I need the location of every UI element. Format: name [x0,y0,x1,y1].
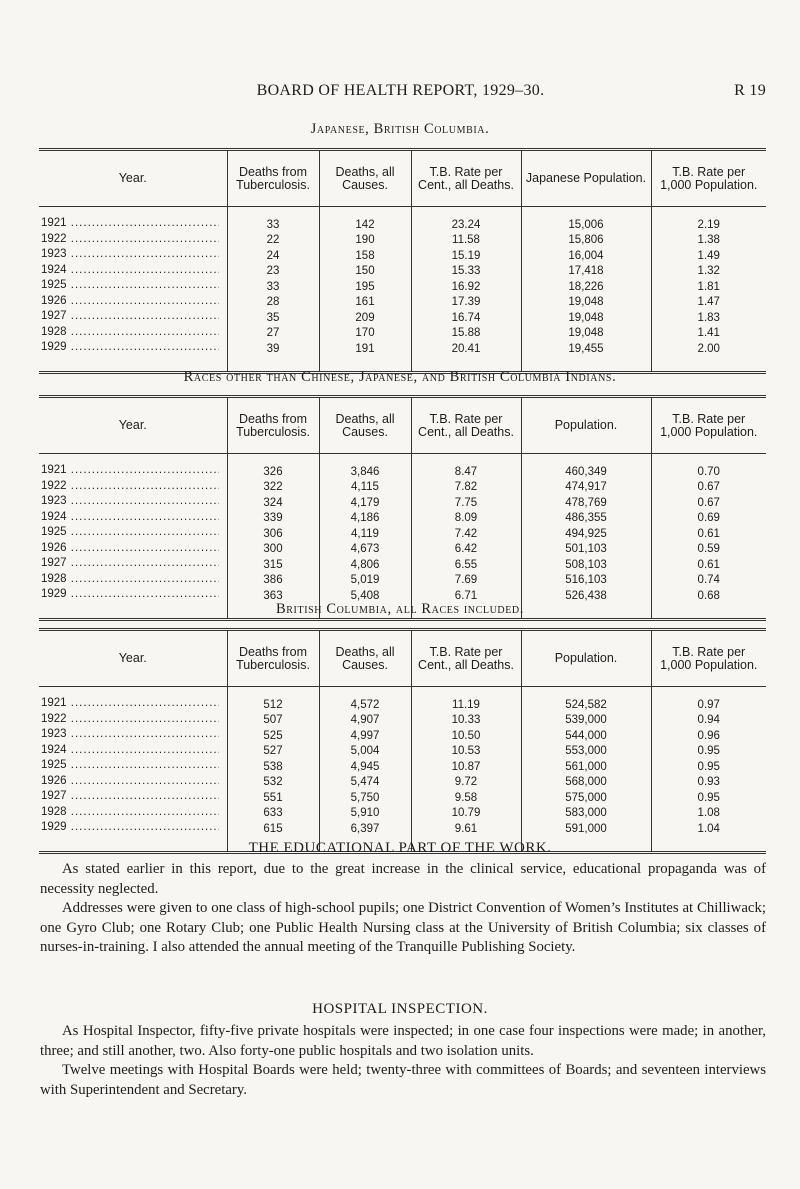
hospital-paragraph-2: Twelve meetings with Hospital Boards were held; twenty-three with committees of Boards; and seventeen interviews with Superintendent and Secretary. [40,1062,766,1098]
value-cell: 190 [319,233,411,249]
value-cell: 526,438 [521,588,651,604]
table-row [39,326,766,342]
col-deaths-tb: Deaths from Tuberculosis. [227,630,319,687]
spacer-row [39,454,766,465]
value-cell: 324 [227,495,319,511]
value-cell: 4,806 [319,557,411,573]
value-cell: 538 [227,759,319,775]
value-cell: 24 [227,248,319,264]
year-cell [39,495,227,511]
value-cell: 568,000 [521,775,651,791]
value-cell: 8.47 [411,464,521,480]
value-cell: 575,000 [521,790,651,806]
value-cell: 6,397 [319,821,411,837]
value-cell: 35 [227,310,319,326]
value-cell: 7.82 [411,480,521,496]
year-label: 1925 ..... [41,526,219,538]
value-cell: 494,925 [521,526,651,542]
value-cell: 16,004 [521,248,651,264]
value-cell: 11.19 [411,697,521,713]
value-cell: 1.81 [651,279,766,295]
col-rate-1000: T.B. Rate per 1,000 Population. [651,630,766,687]
year-cell [39,542,227,558]
value-cell: 9.58 [411,790,521,806]
year-label: 1921 ..... [41,464,219,476]
year-cell [39,248,227,264]
year-cell [39,264,227,280]
value-cell: 2.19 [651,217,766,233]
value-cell: 19,455 [521,341,651,357]
year-label: 1927 ..... [41,310,219,322]
value-cell: 501,103 [521,542,651,558]
year-cell [39,279,227,295]
year-cell [39,759,227,775]
year-cell [39,326,227,342]
other-races-table-caption: Races other than Chinese, Japanese, and British Columbia Indians. [183,369,617,385]
value-cell: 16.74 [411,310,521,326]
year-label: 1924 ..... [41,511,219,523]
value-cell: 0.59 [651,542,766,558]
col-population: Population. [521,630,651,687]
value-cell: 532 [227,775,319,791]
value-cell: 158 [319,248,411,264]
year-label: 1929 ..... [41,341,219,353]
value-cell: 1.38 [651,233,766,249]
value-cell: 527 [227,744,319,760]
value-cell: 10.87 [411,759,521,775]
col-year: Year. [118,418,147,432]
year-cell [39,573,227,589]
value-cell: 507 [227,713,319,729]
value-cell: 1.41 [651,326,766,342]
value-cell: 508,103 [521,557,651,573]
year-label: 1926 ..... [41,775,219,787]
value-cell: 583,000 [521,806,651,822]
col-year: Year. [118,651,147,665]
year-cell [39,511,227,527]
value-cell: 33 [227,279,319,295]
year-cell [39,821,227,837]
year-label: 1921 ..... [41,217,219,229]
value-cell: 0.97 [651,697,766,713]
value-cell: 23 [227,264,319,280]
value-cell: 0.94 [651,713,766,729]
year-label: 1926 ..... [41,295,219,307]
value-cell: 5,910 [319,806,411,822]
value-cell: 591,000 [521,821,651,837]
col-deaths-all: Deaths, all Causes. [319,630,411,687]
value-cell: 339 [227,511,319,527]
year-label: 1926 ..... [41,542,219,554]
value-cell: 561,000 [521,759,651,775]
report-title: BOARD OF HEALTH REPORT, 1929–30. [256,82,545,99]
col-population: Population. [521,397,651,454]
value-cell: 4,115 [319,480,411,496]
year-cell [39,464,227,480]
year-label: 1928 ..... [41,573,219,585]
value-cell: 5,408 [319,588,411,604]
value-cell: 363 [227,588,319,604]
value-cell: 322 [227,480,319,496]
value-cell: 553,000 [521,744,651,760]
year-label: 1927 ..... [41,790,219,802]
table-row [39,295,766,311]
year-label: 1923 ..... [41,248,219,260]
value-cell: 1.47 [651,295,766,311]
col-rate-pct: T.B. Rate per Cent., all Deaths. [411,150,521,207]
year-cell [39,480,227,496]
value-cell: 544,000 [521,728,651,744]
table-row [39,248,766,264]
year-label: 1924 ..... [41,264,219,276]
year-label: 1923 ..... [41,495,219,507]
table-row [39,495,766,511]
value-cell: 8.09 [411,511,521,527]
value-cell: 4,997 [319,728,411,744]
value-cell: 161 [319,295,411,311]
value-cell: 2.00 [651,341,766,357]
year-label: 1928 ..... [41,326,219,338]
value-cell: 315 [227,557,319,573]
value-cell: 524,582 [521,697,651,713]
value-cell: 11.58 [411,233,521,249]
year-label: 1922 ..... [41,480,219,492]
col-deaths-all: Deaths, all Causes. [319,397,411,454]
value-cell: 539,000 [521,713,651,729]
page-header [35,82,766,104]
value-cell: 5,474 [319,775,411,791]
value-cell: 6.55 [411,557,521,573]
spacer-row [39,207,766,218]
value-cell: 170 [319,326,411,342]
value-cell: 7.69 [411,573,521,589]
col-deaths-tb: Deaths from Tuberculosis. [227,397,319,454]
value-cell: 150 [319,264,411,280]
value-cell: 0.67 [651,480,766,496]
value-cell: 0.93 [651,775,766,791]
year-label: 1924 ..... [41,744,219,756]
value-cell: 19,048 [521,310,651,326]
col-year: Year. [118,171,147,185]
value-cell: 0.96 [651,728,766,744]
value-cell: 1.49 [651,248,766,264]
value-cell: 486,355 [521,511,651,527]
bc-all-table-body [39,687,766,853]
table-row [39,713,766,729]
value-cell: 17,418 [521,264,651,280]
year-label: 1929 ..... [41,821,219,833]
year-label: 1922 ..... [41,233,219,245]
year-cell [39,728,227,744]
educational-paragraph-1: As stated earlier in this report, due to the great increase in the clinical service, educational propaganda was of necessity neglected. [40,861,766,897]
table-row [39,557,766,573]
spacer-row [39,687,766,698]
value-cell: 7.75 [411,495,521,511]
table-row [39,744,766,760]
table-row [39,233,766,249]
value-cell: 516,103 [521,573,651,589]
value-cell: 9.61 [411,821,521,837]
value-cell: 27 [227,326,319,342]
value-cell: 474,917 [521,480,651,496]
table-row [39,526,766,542]
value-cell: 7.42 [411,526,521,542]
value-cell: 19,048 [521,326,651,342]
value-cell: 4,907 [319,713,411,729]
col-rate-1000: T.B. Rate per 1,000 Population. [651,397,766,454]
bc-all-table [39,628,766,854]
year-label: 1927 ..... [41,557,219,569]
table-row [39,341,766,357]
col-japanese-pop: Japanese Population. [521,150,651,207]
value-cell: 209 [319,310,411,326]
value-cell: 460,349 [521,464,651,480]
value-cell: 15.33 [411,264,521,280]
value-cell: 195 [319,279,411,295]
year-cell [39,526,227,542]
hospital-text [40,1022,766,1100]
table-row [39,310,766,326]
year-cell [39,341,227,357]
value-cell: 0.69 [651,511,766,527]
value-cell: 10.79 [411,806,521,822]
table-row [39,790,766,806]
value-cell: 1.32 [651,264,766,280]
value-cell: 615 [227,821,319,837]
col-deaths-all: Deaths, all Causes. [319,150,411,207]
educational-paragraph-2: Addresses were given to one class of high-school pupils; one District Convention of Women’s Institutes at Chilliwack; one Gyro Club; one Rotary Club; one Public Health Nursing class at the University of British Columbia; six classes of nurses-in-training. I also attended the annual meeting of the Tranquille Publishing Society. [40,900,766,955]
col-rate-pct: T.B. Rate per Cent., all Deaths. [411,630,521,687]
year-cell [39,775,227,791]
value-cell: 22 [227,233,319,249]
value-cell: 191 [319,341,411,357]
year-label: 1925 ..... [41,759,219,771]
table-row [39,821,766,837]
value-cell: 1.04 [651,821,766,837]
value-cell: 1.08 [651,806,766,822]
other-races-table-body [39,454,766,620]
bc-all-table-caption: British Columbia, all Races included. [276,601,524,617]
value-cell: 1.83 [651,310,766,326]
value-cell: 6.42 [411,542,521,558]
value-cell: 0.61 [651,557,766,573]
value-cell: 15,806 [521,233,651,249]
value-cell: 20.41 [411,341,521,357]
year-cell [39,233,227,249]
year-cell [39,713,227,729]
col-rate-1000: T.B. Rate per 1,000 Population. [651,150,766,207]
value-cell: 478,769 [521,495,651,511]
japanese-table [39,148,766,374]
value-cell: 0.68 [651,588,766,604]
value-cell: 4,673 [319,542,411,558]
value-cell: 5,019 [319,573,411,589]
year-label: 1925 ..... [41,279,219,291]
educational-text [40,860,766,958]
value-cell: 0.61 [651,526,766,542]
table-row [39,573,766,589]
value-cell: 10.53 [411,744,521,760]
value-cell: 4,179 [319,495,411,511]
value-cell: 15.88 [411,326,521,342]
year-cell [39,557,227,573]
value-cell: 512 [227,697,319,713]
value-cell: 4,572 [319,697,411,713]
value-cell: 39 [227,341,319,357]
value-cell: 551 [227,790,319,806]
value-cell: 0.95 [651,759,766,775]
year-cell [39,697,227,713]
value-cell: 142 [319,217,411,233]
year-label: 1929 ..... [41,588,219,600]
value-cell: 15,006 [521,217,651,233]
value-cell: 306 [227,526,319,542]
year-cell [39,217,227,233]
value-cell: 33 [227,217,319,233]
value-cell: 3,846 [319,464,411,480]
value-cell: 23.24 [411,217,521,233]
value-cell: 18,226 [521,279,651,295]
value-cell: 9.72 [411,775,521,791]
hospital-heading: HOSPITAL INSPECTION. [312,1001,488,1017]
value-cell: 4,186 [319,511,411,527]
japanese-table-body [39,207,766,373]
japanese-table-caption: Japanese, British Columbia. [310,121,490,137]
value-cell: 0.95 [651,744,766,760]
table-row [39,728,766,744]
table-row [39,759,766,775]
value-cell: 633 [227,806,319,822]
table-row [39,464,766,480]
value-cell: 10.33 [411,713,521,729]
other-races-table [39,395,766,621]
year-cell [39,790,227,806]
value-cell: 5,004 [319,744,411,760]
value-cell: 17.39 [411,295,521,311]
value-cell: 28 [227,295,319,311]
year-cell [39,310,227,326]
value-cell: 326 [227,464,319,480]
value-cell: 0.95 [651,790,766,806]
value-cell: 386 [227,573,319,589]
col-deaths-tb: Deaths from Tuberculosis. [227,150,319,207]
value-cell: 15.19 [411,248,521,264]
value-cell: 0.74 [651,573,766,589]
table-row [39,775,766,791]
table-row [39,806,766,822]
value-cell: 4,119 [319,526,411,542]
year-label: 1928 ..... [41,806,219,818]
table-row [39,697,766,713]
year-label: 1922 ..... [41,713,219,725]
value-cell: 6.71 [411,588,521,604]
value-cell: 4,945 [319,759,411,775]
value-cell: 0.70 [651,464,766,480]
year-cell [39,295,227,311]
value-cell: 5,750 [319,790,411,806]
value-cell: 10.50 [411,728,521,744]
table-row [39,279,766,295]
table-row [39,511,766,527]
col-rate-pct: T.B. Rate per Cent., all Deaths. [411,397,521,454]
value-cell: 16.92 [411,279,521,295]
value-cell: 525 [227,728,319,744]
year-label: 1921 ..... [41,697,219,709]
table-row [39,542,766,558]
value-cell: 0.67 [651,495,766,511]
value-cell: 300 [227,542,319,558]
value-cell: 19,048 [521,295,651,311]
table-row [39,264,766,280]
table-row [39,480,766,496]
page-number: R 19 [734,82,766,99]
year-label: 1923 ..... [41,728,219,740]
table-row [39,217,766,233]
year-cell [39,744,227,760]
educational-heading: THE EDUCATIONAL PART OF THE WORK. [248,840,552,856]
hospital-paragraph-1: As Hospital Inspector, fifty-five private hospitals were inspected; in one case four inspections were made; in another, three; and still another, two. Also forty-one public hospitals and two isolation units. [40,1023,766,1059]
year-cell [39,806,227,822]
